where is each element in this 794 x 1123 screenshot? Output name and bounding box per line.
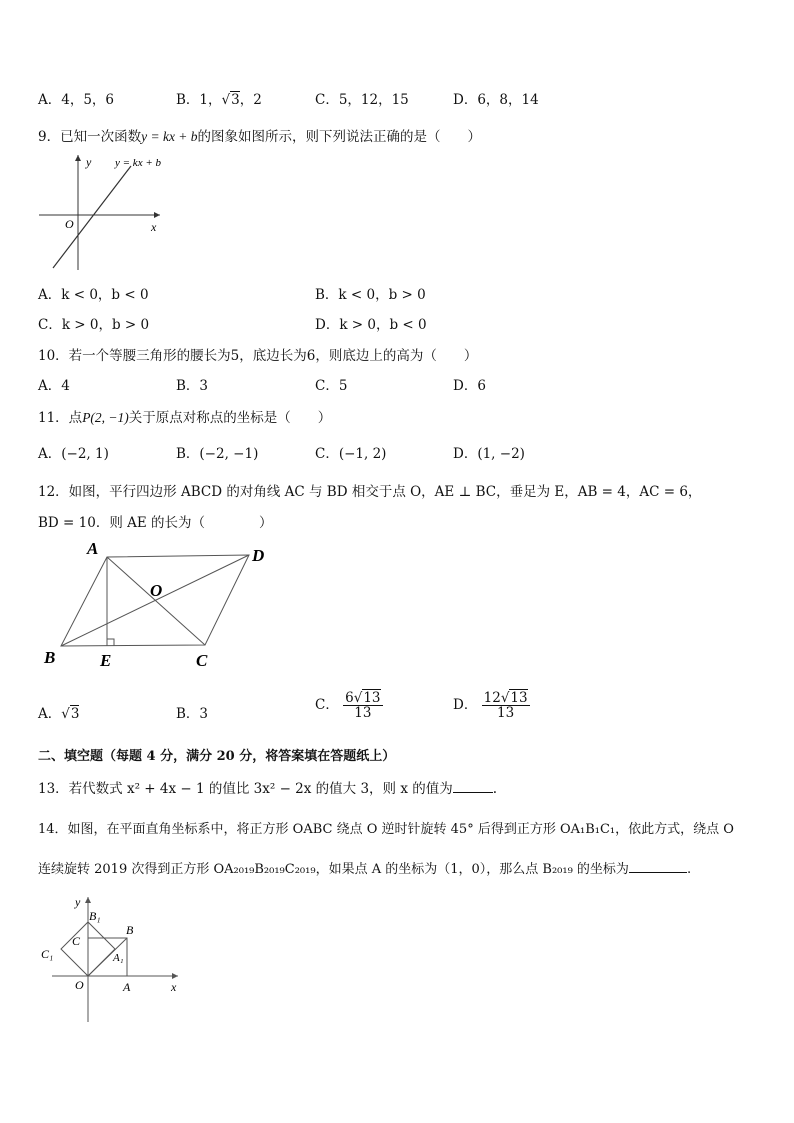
sqrt-icon: √ [353,690,363,706]
q9-option-d: D．k > 0，b < 0 [315,317,427,333]
q8-option-a: A．4，5，6 [38,92,115,108]
q9-x-label: x [151,220,157,234]
q12-label-o: O [150,581,163,600]
q12-parallelogram-figure [40,535,280,673]
q8-option-b-suffix: ，2 [239,92,262,108]
q12-right-angle-mark [107,639,114,646]
q14-label-a: A [123,980,131,994]
q14-stem-line2-after: . [686,862,692,877]
q10-option-a: A．4 [38,378,70,394]
q12-option-c-denominator: 13 [354,705,372,722]
q11-option-c: C．(−1, 2) [315,446,387,462]
q12-option-c-coef: 6 [345,690,354,706]
q8-option-b [176,88,262,108]
q12-option-c-numerator [343,691,382,706]
q10-option-d: D．6 [453,378,486,394]
q11-option-a: A．(−2, 1) [38,446,109,462]
q12-option-a-root: 3 [70,706,80,722]
q13-stem-after: . [492,781,498,797]
q12-option-d-denominator: 13 [497,705,515,722]
q8-option-b-prefix: B．1， [176,92,222,108]
q14-label-y: y [75,895,81,909]
q9-y-arrow [75,155,81,161]
q12-label-c: C [196,651,208,670]
q9-formula: y = kx + b [141,129,198,144]
q12-diagonal-bd [61,555,249,646]
q9-origin-label: O [65,217,74,231]
q9-stem-after: 的图象如图所示，则下列说法正确的是（ ） [197,129,482,145]
q12-label-b: B [44,648,56,667]
q12-label-d: D [252,546,265,565]
q11-option-b: B．(−2, −1) [176,446,259,462]
q12-option-c-root: 13 [363,690,381,706]
q10-option-c: C．5 [315,378,348,394]
q8-option-c: C．5，12，15 [315,92,409,108]
q14-label-c: C [72,934,81,948]
q9-stem-before: 9．已知一次函数 [38,129,142,145]
q12-option-a-prefix: A． [38,706,62,722]
sqrt-icon: √ [221,92,231,108]
q8-option-b-root: 3 [231,92,240,108]
q11-option-d: D．(1, −2) [453,446,525,462]
q12-option-d-coef: 12 [483,690,501,706]
q12-diagonal-ac [107,557,205,645]
q14-stem-line1: 14．如图，在平面直角坐标系中，将正方形 OABC 绕点 O 逆时针旋转 45° 后得到正方形 OA₁B₁C₁，依此方式，绕点 O [38,822,734,837]
q11-point: P(2, −1) [82,410,129,425]
q12-option-d-root: 13 [510,690,528,706]
q14-y-arrow [85,897,91,903]
q12-option-a [38,702,79,722]
q11-stem [38,406,331,426]
q14-answer-blank[interactable] [629,860,687,873]
q9-x-arrow [154,212,160,218]
q10-option-b: B．3 [176,378,209,394]
q9-y-label: y [86,155,92,169]
q13-stem-before: 13．若代数式 x² + 4x − 1 的值比 3x² − 2x 的值大 3，则 x 的值为 [38,781,453,797]
q12-option-d-numerator [482,691,530,706]
q14-stem-line2 [38,858,691,877]
q9-graph [35,150,185,275]
q13-stem [38,777,497,797]
q14-label-b1: B₁ [89,909,101,923]
sqrt-icon: √ [500,690,510,706]
q14-label-a1: A₁ [113,952,124,964]
q14-label-b: B [126,923,134,937]
q12-label-e: E [100,651,112,670]
q9-option-c: C．k > 0，b > 0 [38,317,150,333]
q14-label-c1: C₁ [41,947,54,961]
q12-option-b: B．3 [176,706,209,722]
q10-stem: 10．若一个等腰三角形的腰长为5，底边长为6，则底边上的高为（ ） [38,348,478,364]
q12-option-d-fraction [482,691,530,720]
q12-option-c-fraction [343,691,382,720]
q12-option-c-prefix: C． [315,697,339,714]
q11-stem-after: 关于原点对称点的坐标是（ ） [128,410,332,426]
q13-answer-blank[interactable] [453,780,493,793]
q12-option-d-prefix: D． [453,697,478,714]
q11-stem-before: 11．点 [38,410,83,426]
q14-stem-line2-before: 连续旋转 2019 次得到正方形 OA₂₀₁₉B₂₀₁₉C₂₀₁₉，如果点 A 的坐标为（1，0），那么点 B₂₀₁₉ 的坐标为 [38,862,629,877]
sqrt-icon: √ [61,706,70,722]
q12-option-d [453,691,530,720]
q14-x-arrow [172,973,178,979]
q9-option-a: A．k < 0，b < 0 [38,287,149,303]
q12-label-a: A [87,539,99,558]
q12-stem-line1: 12．如图，平行四边形 ABCD 的对角线 AC 与 BD 相交于点 O，AE ⊥ BC，垂足为 E，AB = 4，AC = 6， [38,484,702,500]
q9-option-b: B．k < 0，b > 0 [315,287,426,303]
q14-label-o: O [75,978,84,992]
q12-stem-line2: BD = 10．则 AE 的长为（ ） [38,515,273,531]
q8-option-d: D．6，8，14 [453,92,539,108]
q14-label-x: x [171,980,177,994]
q14-rotation-figure [38,892,188,1027]
q9-line-label: y = kx + b [115,157,161,169]
section-heading-fill-in: 二、填空题（每题 4 分，满分 20 分，将答案填在答题纸上） [38,749,396,764]
q12-option-c [315,691,383,720]
q9-stem [38,125,481,145]
